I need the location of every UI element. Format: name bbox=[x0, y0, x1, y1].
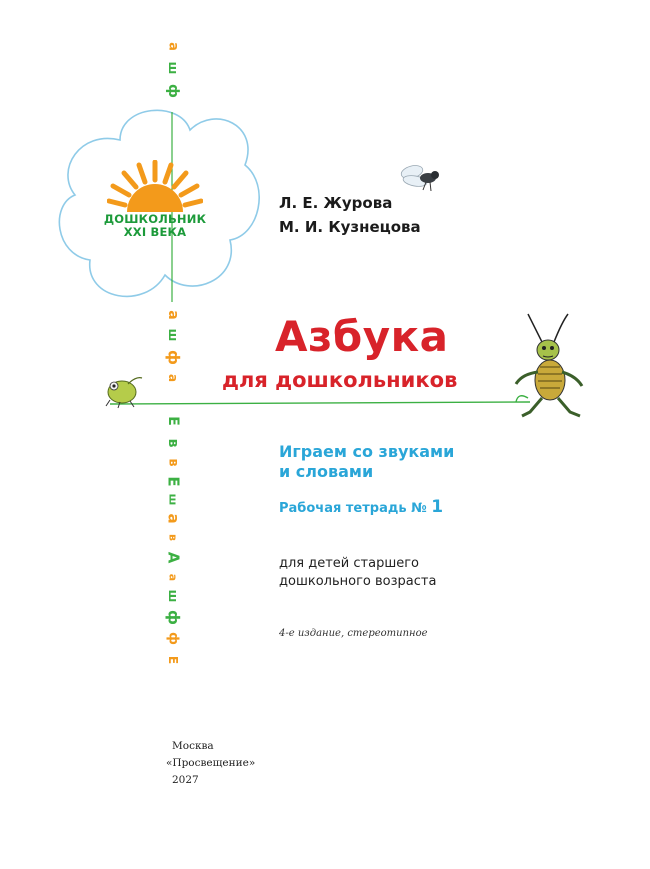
decorative-letter: ш bbox=[166, 493, 180, 506]
imprint-year: 2027 bbox=[172, 774, 199, 786]
audience-line: для детей старшего bbox=[279, 556, 420, 571]
decorative-letter: а bbox=[166, 573, 180, 582]
decorative-letter: в bbox=[165, 438, 181, 448]
horizontal-stem-line bbox=[110, 399, 530, 409]
logo-title: ДОШКОЛЬНИК bbox=[103, 212, 207, 226]
logo-subtitle: XXI ВЕКА bbox=[123, 225, 187, 239]
author-name: М. И. Кузнецова bbox=[279, 218, 421, 236]
decorative-letter: Е bbox=[164, 476, 183, 487]
audience-line: дошкольного возраста bbox=[279, 574, 437, 589]
fly-icon bbox=[398, 162, 442, 196]
decorative-letter: а bbox=[164, 513, 183, 524]
author-name: Л. Е. Журова bbox=[279, 194, 393, 212]
imprint-publisher: «Просвещение» bbox=[166, 757, 256, 769]
workbook-label-text: Рабочая тетрадь № bbox=[279, 501, 427, 516]
beetle-icon bbox=[102, 372, 146, 410]
workbook-number: 1 bbox=[431, 497, 444, 517]
decorative-letter: а bbox=[166, 373, 180, 383]
decorative-letter: а bbox=[165, 310, 181, 320]
tagline-line: и словами bbox=[279, 462, 374, 481]
decorative-letter: ф bbox=[164, 350, 183, 365]
decorative-letter: Е bbox=[165, 416, 181, 426]
grasshopper-icon bbox=[510, 312, 590, 422]
imprint-city: Москва bbox=[172, 740, 214, 752]
decorative-letter: ф bbox=[165, 632, 181, 645]
decorative-letter: ш bbox=[166, 328, 180, 342]
sun-logo-icon bbox=[107, 160, 203, 212]
workbook-label bbox=[279, 497, 443, 517]
decorative-letter: А bbox=[164, 551, 183, 564]
decorative-letter: а bbox=[165, 42, 181, 51]
decorative-letter: ш bbox=[166, 61, 180, 75]
decorative-letter: в bbox=[165, 458, 181, 467]
book-subtitle: для дошкольников bbox=[222, 368, 458, 392]
decorative-letter: ш bbox=[166, 589, 180, 603]
book-title: Азбука bbox=[275, 312, 449, 361]
decorative-letter: ф bbox=[165, 84, 181, 98]
decorative-letter: в bbox=[166, 534, 180, 541]
decorative-letter: ф bbox=[164, 610, 183, 625]
tagline-line: Играем со звуками bbox=[279, 442, 455, 461]
edition-note: 4-е издание, стереотипное bbox=[279, 628, 428, 639]
decorative-letter: Е bbox=[166, 655, 180, 665]
